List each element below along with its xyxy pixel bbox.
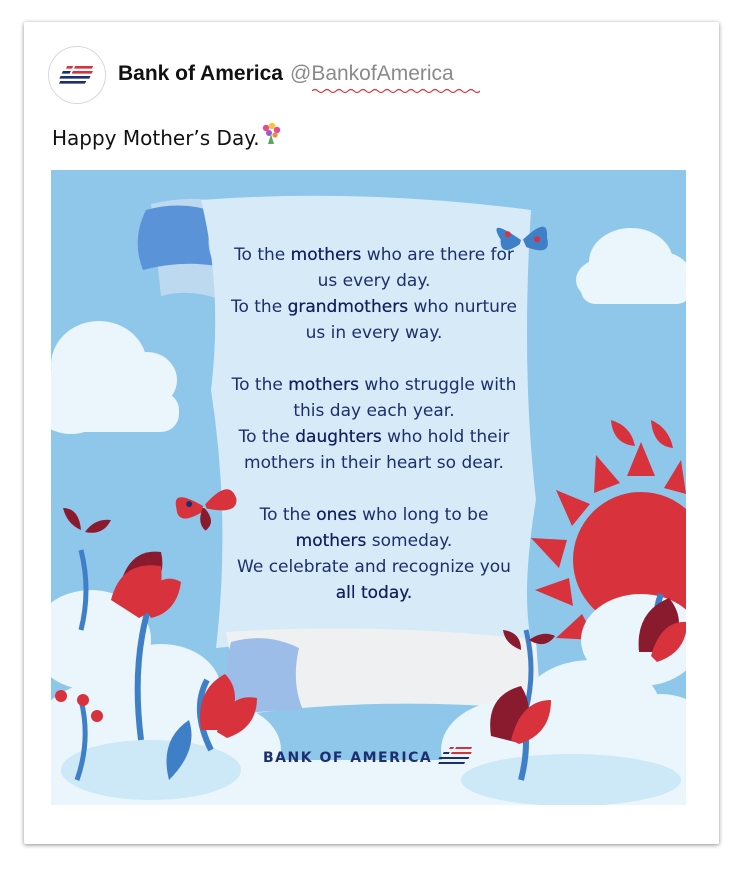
- tweet-card: [24, 22, 719, 844]
- poem-line: who struggle with this day each year.: [293, 375, 517, 421]
- tweet-image[interactable]: [51, 170, 686, 805]
- account-name[interactable]: Bank of America: [118, 62, 283, 85]
- poem-keyword: grandmothers: [287, 297, 409, 317]
- poem-line: who long to be: [356, 505, 489, 525]
- poem-line: To the: [238, 427, 296, 447]
- poem-line: who hold their mothers in their heart so dear.: [244, 427, 510, 473]
- poem-line: To the: [234, 245, 291, 265]
- poem-keyword: mothers: [290, 245, 362, 265]
- poem-keyword: daughters: [295, 427, 382, 447]
- poem-keyword: mothers: [288, 375, 359, 395]
- poem-keyword: all today.: [335, 583, 413, 603]
- poem-line: someday.: [366, 531, 453, 551]
- poem-line: To the: [230, 297, 288, 317]
- bank-of-america-flag-icon: [435, 745, 475, 767]
- poem-line: To the: [231, 375, 289, 395]
- bank-of-america-logo-icon: [49, 47, 105, 103]
- profile-avatar[interactable]: [48, 46, 106, 104]
- poem-stanza-3: [226, 502, 522, 606]
- poem-keyword: ones: [316, 505, 357, 525]
- poem-stanza-2: [226, 372, 522, 476]
- poem-line: We celebrate and recognize you: [237, 557, 511, 577]
- poem-line: To the: [259, 505, 317, 525]
- poem-text: [226, 242, 522, 632]
- poem-line: who are there for us every day.: [317, 245, 514, 291]
- account-handle[interactable]: @BankofAmerica: [290, 62, 454, 85]
- poem-line: who nurture us in every way.: [305, 297, 518, 343]
- tweet-text: Happy Mother’s Day.: [52, 126, 260, 150]
- spellcheck-underline: [312, 88, 480, 94]
- poster-brand-wordmark: BANK OF AMERICA: [263, 750, 433, 766]
- poem-stanza-1: [226, 242, 522, 346]
- poem-keyword: mothers: [295, 531, 367, 551]
- bouquet-icon: [260, 122, 282, 146]
